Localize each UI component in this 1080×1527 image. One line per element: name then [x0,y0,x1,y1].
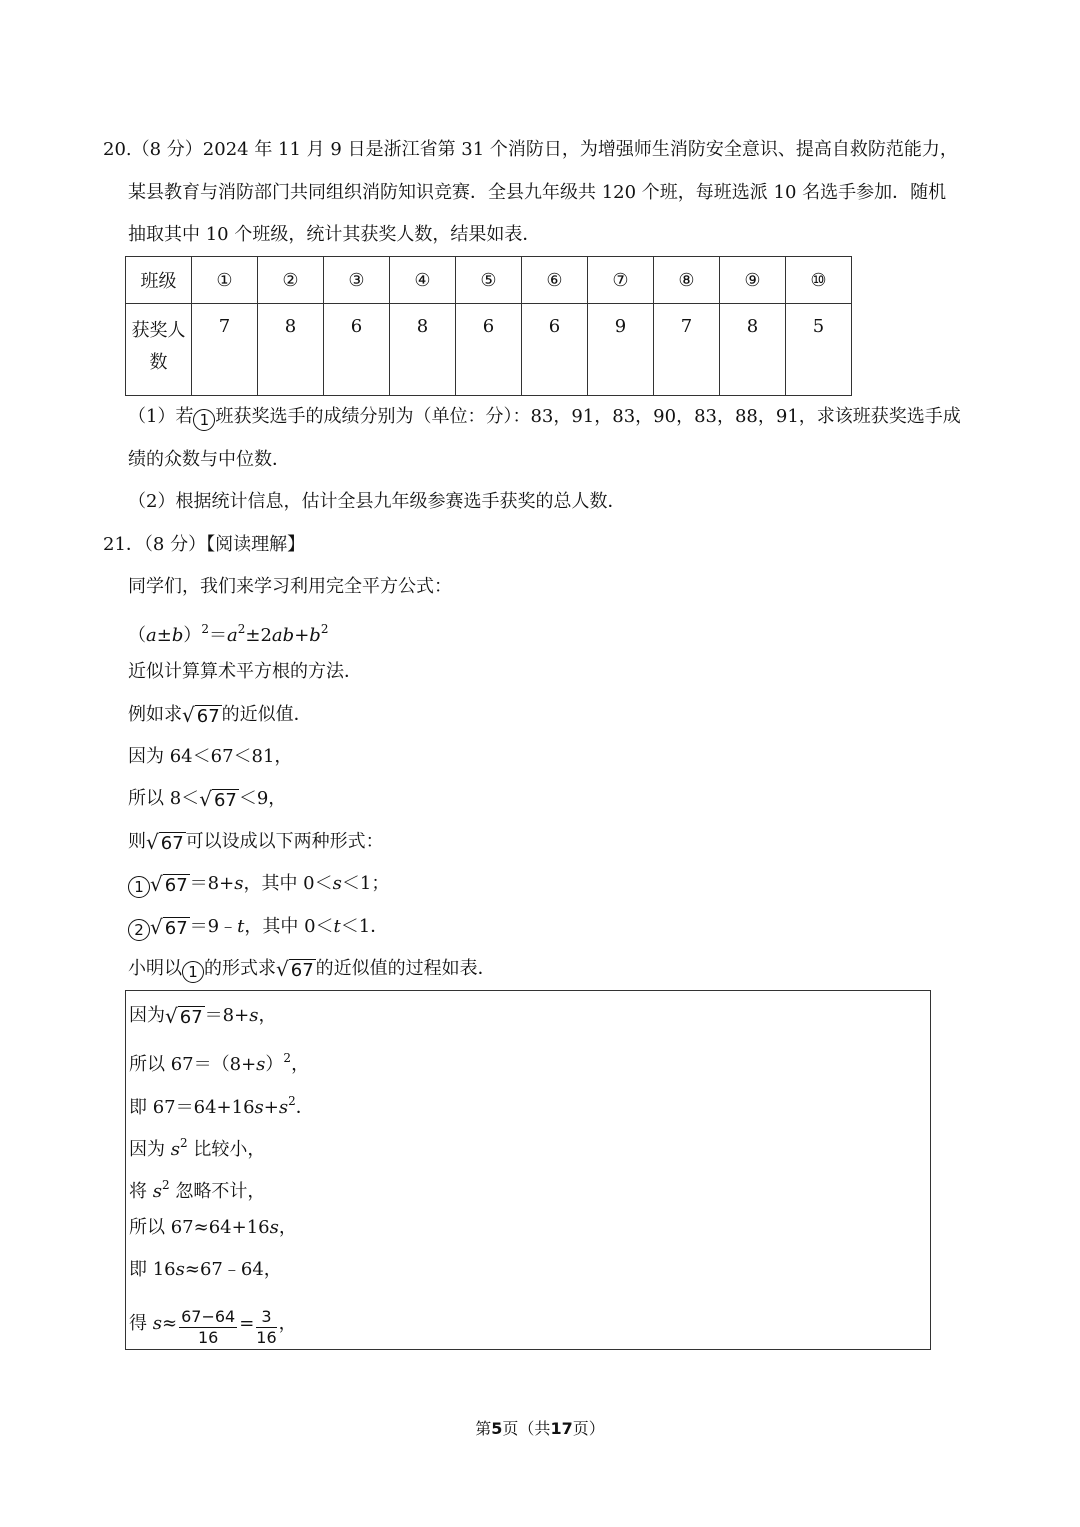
q21-form-2 [128,914,388,942]
q21-then [128,829,384,857]
fraction-2-num: 3 [256,1307,276,1328]
footer-total-pages: 17 [550,1419,573,1438]
formula-a: a [146,625,157,646]
box-l3-sup: 2 [288,1094,296,1108]
table-row-winners [126,304,852,396]
box-l3-a: 即 67＝64+16 [129,1097,255,1118]
box-line-2 [129,1045,309,1078]
table-cell-winners-9: 8 [720,304,786,396]
q21-method: 近似计算算术平方根的方法． [128,661,362,682]
box-line-7 [129,1257,282,1283]
footer-b: 页（共 [502,1419,551,1438]
box-l2-sup: 2 [283,1051,292,1065]
radicand: 67 [164,875,188,896]
example-suffix: 的近似值． [221,704,312,725]
sqrt-67: √ 67 [165,1004,203,1028]
box-l6-a: 所以 67≈64+16 [129,1217,270,1238]
table-cell-class-9: ⑨ [720,257,786,304]
sqrt-67: √ 67 [276,957,314,981]
q20-sub1-prefix: （1）若 [128,406,194,427]
q20-sub1-line-1 [128,404,961,431]
circled-number: 1 [182,961,204,983]
radicand: 67 [213,790,237,811]
box-l8-a: 得 [129,1313,153,1334]
table-cell-class-8: ⑧ [654,257,720,304]
table-cell-class-7: ⑦ [588,257,654,304]
table-cell-winners-3: 6 [324,304,390,396]
sqrt-67: √ 67 [150,915,188,939]
box-l7-s: s [175,1259,185,1280]
circled-number: 1 [128,876,150,898]
box-l4-a: 因为 [129,1139,171,1160]
form2-where: ，其中 0＜ [244,916,334,937]
box-l2-c: ， [291,1054,310,1075]
radicand: 67 [290,960,314,981]
table-cell-class-1: ① [192,257,258,304]
table-header-winners [126,304,192,396]
sqrt-67: √ 67 [146,830,184,854]
circled-number: 2 [128,919,150,941]
box-l1-c: ， [258,1005,277,1026]
so-prefix: 所以 8＜ [128,788,200,809]
box-l6-s: s [269,1217,279,1238]
box-l7-b: ≈67﹣64， [184,1259,282,1280]
table-cell-class-4: ④ [390,257,456,304]
box-line-4 [129,1130,265,1163]
solution-box [125,990,931,1350]
sqrt-67: √ 67 [150,872,188,896]
box-l4-s: s [170,1139,180,1160]
box-l5-s: s [152,1181,162,1202]
formula-mid: ±2 [245,625,272,646]
q20-sub1-text: 班获奖选手的成绩分别为（单位：分）：83，91，83，90，83，88，91，求该班获奖选手成 [215,406,961,427]
form2-t-2: t [333,916,341,937]
form2-t: t [237,916,245,937]
then-suffix: 可以设成以下两种形式： [185,831,384,852]
footer-a: 第 [475,1419,492,1438]
form1-where: ，其中 0＜ [243,873,333,894]
box-line-6 [129,1215,297,1241]
table-cell-winners-6: 6 [522,304,588,396]
radicand: 67 [164,918,188,939]
formula-pm: ± [156,625,172,646]
table-cell-winners-4: 8 [390,304,456,396]
table-cell-winners-5: 6 [456,304,522,396]
box-l4-sup: 2 [179,1136,188,1150]
box-l8-approx: ≈ [161,1313,178,1334]
so-suffix: ＜9， [238,788,287,809]
formula-close: ） [183,625,202,646]
formula-open: （ [128,625,146,646]
table-cell-class-6: ⑥ [522,257,588,304]
fraction-1-den: 16 [197,1328,219,1347]
q20-line-2: 某县教育与消防部门共同组织消防知识竞赛．全县九年级共 120 个班，每班选派 10 名选手参加．随机 [128,182,947,203]
box-l5-a: 将 [129,1181,153,1202]
xm-prefix: 小明以 [128,958,182,979]
box-l2-b: ） [265,1054,284,1075]
box-l3-c: ． [295,1097,314,1118]
circled-number: 1 [193,409,215,431]
q20-line-1: 20.（8 分）2024 年 11 月 9 日是浙江省第 31 个消防日，为增强师生消防安全意识、提高自救防范能力， [103,139,958,160]
q21-xiaoming [128,956,496,984]
q21-form-1 [128,871,389,899]
box-l4-b: 比较小， [187,1139,266,1160]
table-cell-winners-2: 8 [258,304,324,396]
q21-formula [128,616,328,649]
q21-because: 因为 64＜67＜81， [128,746,293,767]
q20-sub1-line-2: 绩的众数与中位数． [128,449,290,470]
table-cell-class-5: ⑤ [456,257,522,304]
xm-mid: 的形式求 [204,958,276,979]
box-l3-s2: s [278,1097,289,1118]
box-l1-s: s [249,1005,259,1026]
sqrt-67: √ 67 [182,703,220,727]
fraction-1 [179,1307,237,1348]
box-l5-b: 忽略不计， [169,1181,266,1202]
formula-sup-b: 2 [320,622,329,636]
table-cell-class-2: ② [258,257,324,304]
box-line-1 [129,1003,276,1031]
fraction-2 [256,1307,276,1348]
q21-example [128,702,312,730]
radicand: 67 [179,1007,203,1028]
table-cell-class-10: ⑩ [786,257,852,304]
q20-sub2: （2）根据统计信息，估计全县九年级参赛选手获奖的总人数． [128,491,626,512]
formula-plus: + [294,625,310,646]
formula-sup: 2 [201,622,209,636]
box-l1-a: 因为 [129,1005,165,1026]
q20-line-3: 抽取其中 10 个班级，统计其获奖人数，结果如表． [128,224,541,245]
form2-eq: ＝9﹣ [189,916,238,937]
box-line-5 [129,1172,265,1205]
table-header-winners-b: 数 [149,352,168,373]
box-l8-end: ， [278,1313,297,1334]
footer-c: 页） [572,1419,605,1438]
form1-eq: ＝8+ [189,873,235,894]
box-l3-b: + [263,1097,279,1118]
then-prefix: 则 [128,831,146,852]
form1-s-2: s [332,873,342,894]
form2-end: ＜1． [340,916,389,937]
box-l1-b: ＝8+ [204,1005,250,1026]
box-l3-s: s [254,1097,264,1118]
form1-end: ＜1； [341,873,390,894]
box-line-8 [129,1307,297,1348]
table-header-class: 班级 [126,257,192,304]
formula-eq: ＝ [209,625,227,646]
table-cell-winners-1: 7 [192,304,258,396]
box-l2-a: 所以 67＝（8+ [129,1054,257,1075]
radicand: 67 [160,833,184,854]
q21-intro: 同学们，我们来学习利用完全平方公式： [128,576,452,597]
winners-table [125,256,852,396]
formula-b2: b [309,625,321,646]
table-cell-winners-8: 7 [654,304,720,396]
table-cell-class-3: ③ [324,257,390,304]
fraction-1-num: 67−64 [181,1307,236,1326]
box-line-3 [129,1088,314,1121]
table-header-winners-a: 获奖人 [131,320,186,341]
box-l8-s: s [152,1313,162,1334]
q21-so [128,786,286,814]
table-cell-winners-7: 9 [588,304,654,396]
xm-suffix: 的近似值的过程如表． [315,958,496,979]
radicand: 67 [196,706,220,727]
box-l2-s: s [256,1054,266,1075]
table-row-classes [126,257,852,304]
formula-b: b [171,625,184,646]
footer-page-number: 5 [491,1419,503,1438]
sqrt-67: √ 67 [199,787,237,811]
example-prefix: 例如求 [128,704,182,725]
fraction-2-den: 16 [256,1328,277,1347]
box-l8-eq: = [239,1313,255,1334]
box-l6-b: ， [278,1217,297,1238]
formula-sup-a: 2 [237,622,246,636]
table-cell-winners-10: 5 [786,304,852,396]
q21-title: 21．（8 分）【阅读理解】 [103,534,306,555]
box-l5-sup: 2 [161,1178,170,1192]
box-l7-a: 即 16 [129,1259,176,1280]
form1-s: s [234,873,244,894]
formula-a2: a [227,625,238,646]
formula-ab: ab [271,625,295,646]
page-footer [0,1416,1080,1439]
